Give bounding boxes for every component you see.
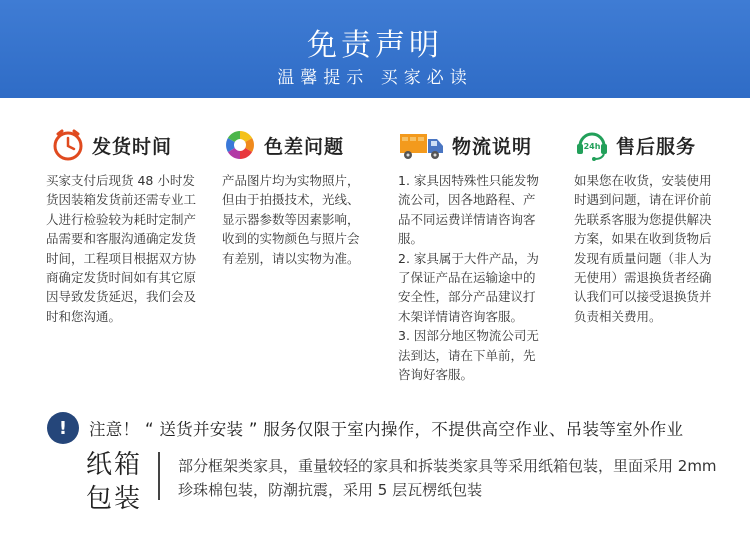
color-difference-section: [222, 125, 370, 268]
packaging-text: 部分框架类家具，重量较轻的家具和拆装类家具等采用纸箱包装，里面采用 2mm 珍珠棉包装，防潮抗震，采用 5 层瓦楞纸包装: [178, 457, 717, 499]
color-wheel-icon: [222, 127, 258, 163]
shipping-time-section: [46, 125, 202, 326]
section-body: [574, 171, 718, 326]
section-paragraph: 3. 因部分地区物流公司无法到达，请在下单前，先咨询好客服。: [398, 328, 539, 383]
section-title: 物流说明: [452, 135, 533, 158]
after-sales-section: [574, 125, 718, 326]
packaging-divider: [158, 452, 160, 500]
section-title: 色差问题: [264, 135, 345, 158]
section-paragraph: 如果您在收货，安装使用时遇到问题，请在评价前先联系客服为您提供解决方案，如果在收到货物后发现有质量问题（非人为无使用）需退换货者经确认我们可以接受退换货并负责相关费用。: [574, 173, 712, 324]
delivery-truck-icon: [398, 127, 446, 163]
notice-text: 注意！ “ 送货并安装 ” 服务仅限于室内操作，不提供高空作业、吊装等室外作业: [89, 420, 684, 439]
installation-notice: [47, 412, 683, 444]
section-paragraph: 2. 家具属于大件产品，为了保证产品在运输途中的安全性，部分产品建议打木架详情请咨询客服。: [398, 250, 539, 324]
page-title: 免责声明: [307, 28, 443, 63]
section-body: [222, 171, 370, 268]
headset-24h-icon: [574, 127, 610, 163]
section-body: [46, 171, 202, 326]
after-sales-header: [574, 125, 718, 165]
page-subtitle: 温馨提示 买家必读: [277, 68, 473, 88]
section-body: [398, 171, 546, 384]
exclamation-icon: !: [47, 412, 79, 444]
color-difference-header: [222, 125, 370, 165]
section-paragraph: 1. 家具因特殊性只能发物流公司，因各地路程、产品不同运费详情请咨询客服。: [398, 173, 539, 247]
shipping-time-header: [46, 125, 202, 165]
section-paragraph: 买家支付后现货 48 小时发货因装箱发货前还需专业工人进行检验较为耗时定制产品需要和客服沟通确定发货时间，工程项目根据双方协商确定发货时间如有其它原因导致发货延迟，我们会及时和您沟通。: [46, 173, 197, 324]
section-title: 发货时间: [92, 135, 173, 158]
clock-icon: [50, 127, 86, 163]
24h-label: 24h: [583, 142, 601, 151]
section-paragraph: 产品图片均为实物照片，但由于拍摄技术，光线、显示器参数等因素影响，收到的实物颜色与照片会有差别，请以实物为准。: [222, 173, 360, 266]
logistics-header: [398, 125, 546, 165]
logistics-section: [398, 125, 546, 384]
packaging-label: 纸箱包装: [86, 450, 143, 514]
section-title: 售后服务: [616, 135, 697, 158]
header-banner: [0, 0, 750, 98]
